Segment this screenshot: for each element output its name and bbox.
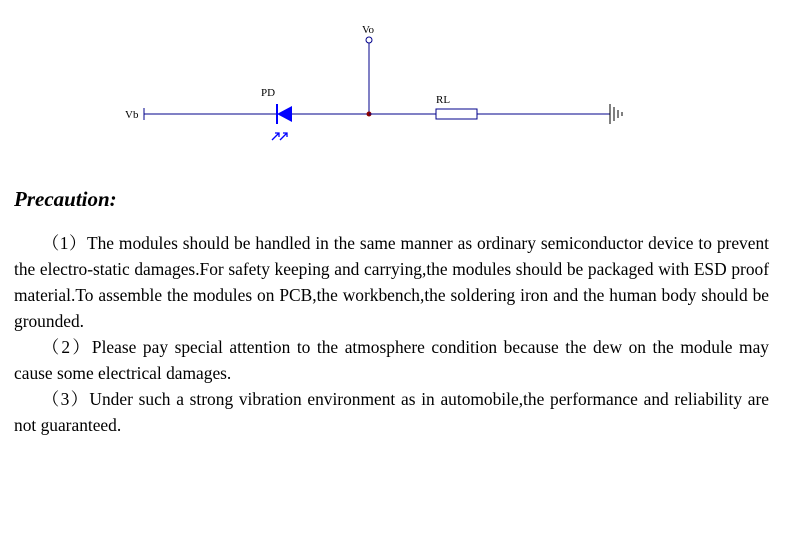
- vo-label: Vo: [362, 24, 375, 36]
- precaution-item-1: （1）The modules should be handled in the same manner as ordinary semiconductor device to prevent the electro-static damages.For safety keeping and carrying,the modules should be packaged with ESD proof material.To assemble the modules on PCB,the workbench,the soldering iron and the human body should be grounded.: [14, 233, 769, 331]
- light-arrows-icon: [272, 133, 287, 140]
- precaution-item-2: （2）Please pay special attention to the atmosphere condition because the dew on the module may cause some electrical damages.: [14, 337, 769, 383]
- photodiode-icon: [277, 106, 292, 122]
- vo-terminal: [366, 37, 372, 43]
- precaution-heading: Precaution:: [14, 187, 117, 211]
- rl-label: RL: [436, 94, 451, 106]
- vb-label: Vb: [125, 109, 139, 121]
- precaution-item-3: （3）Under such a strong vibration environment as in automobile,the performance and reliability are not guaranteed.: [14, 389, 769, 435]
- ground-icon: [610, 104, 622, 124]
- load-resistor-icon: [436, 109, 477, 119]
- pd-label: PD: [261, 87, 276, 99]
- precaution-list: [14, 230, 769, 438]
- circuit-diagram: [0, 0, 805, 170]
